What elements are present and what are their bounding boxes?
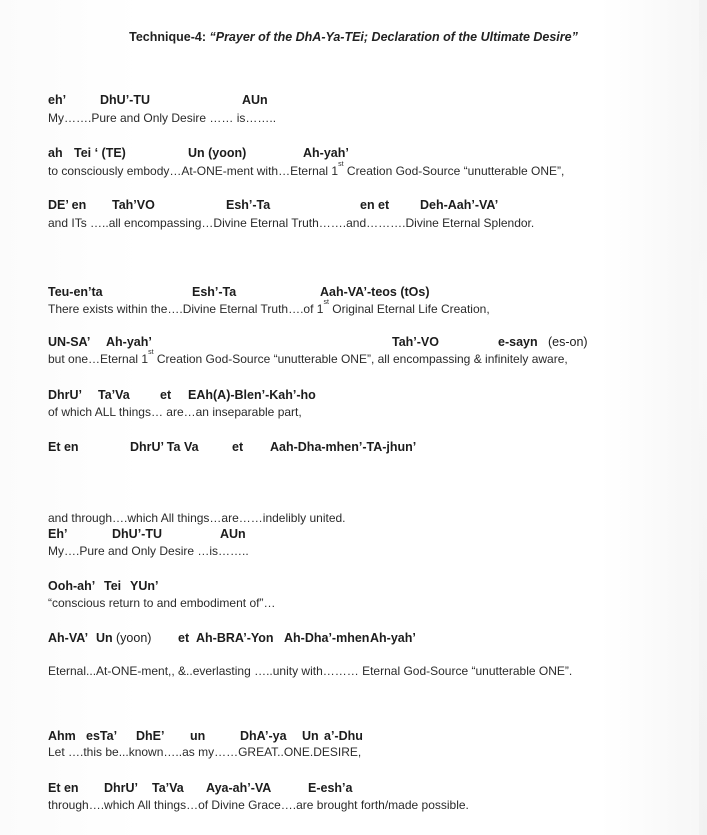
translation-line: My…….Pure and Only Desire …… is…….. [48, 111, 277, 125]
chant-word: DhA’-ya [240, 729, 287, 743]
translation-line: Eternal...At-ONE-ment,, &..everlasting …..unity with……… Eternal God-Source “unutterable ONE”. [48, 664, 573, 678]
chant-word: (es-on) [548, 335, 588, 349]
chant-word: Deh-Aah’-VA’ [420, 198, 499, 212]
ordinal-suffix: st [323, 299, 329, 306]
title-subtitle: “Prayer of the DhA-Ya-TEi; Declaration of the Ultimate Desire” [209, 30, 578, 44]
translation-line: through….which All things…of Divine Grace….are brought forth/made possible. [48, 798, 469, 812]
translation-text: Original Eternal Life Creation, [328, 302, 490, 316]
translation-text: Creation God-Source “unutterable ONE”, [343, 164, 565, 178]
chant-word: DhU’-TU [100, 93, 150, 107]
translation-line: and through….which All things…are……indelibly united. [48, 511, 346, 525]
chant-word: Ah-yah’ [106, 335, 152, 349]
translation-line [48, 349, 568, 366]
chant-word: E-esh’a [308, 781, 353, 795]
translation-line [48, 299, 490, 316]
chant-word: UN-SA’ [48, 335, 91, 349]
translation-text: Creation God-Source “unutterable ONE”, all encompassing & infinitely aware, [153, 352, 568, 366]
translation-text: to consciously embody…At-ONE-ment with…Eternal 1 [48, 164, 339, 178]
chant-word: et [232, 440, 244, 454]
chant-word: en et [360, 198, 390, 212]
chant-word: Ah-yah’ [370, 631, 416, 645]
chant-word: et [160, 388, 172, 402]
chant-word: Aah-VA’-teos (tOs) [320, 285, 430, 299]
chant-word: Tah’-VO [392, 335, 439, 349]
chant-word: Ta’Va [98, 388, 130, 402]
chant-word: Tei [104, 579, 122, 593]
chant-word: Esh’-Ta [226, 198, 271, 212]
translation-line: “conscious return to and embodiment of”… [48, 596, 276, 610]
chant-word: un [190, 729, 206, 743]
chant-word: AUn [220, 527, 246, 541]
chant-word: DhE’ [136, 729, 165, 743]
chant-word: DhU’-TU [112, 527, 162, 541]
chant-word: Tah’VO [112, 198, 155, 212]
chant-word: DhrU’ [104, 781, 139, 795]
chant-word: Ah-Dha’-mhen [284, 631, 370, 645]
title-prefix: Technique-4: [129, 30, 206, 44]
chant-word: Esh’-Ta [192, 285, 237, 299]
chant-word: AUn [242, 93, 268, 107]
chant-word: Ah-VA’ [48, 631, 89, 645]
chant-word: EAh(A)-Blen’-Kah’-ho [188, 388, 316, 402]
chant-word: (yoon) [116, 631, 152, 645]
page-title [0, 30, 707, 44]
chant-word: Ta’Va [152, 781, 184, 795]
translation-text: but one…Eternal 1 [48, 352, 149, 366]
chant-word: Aya-ah’-VA [206, 781, 272, 795]
translation-line: My….Pure and Only Desire …is…….. [48, 544, 249, 558]
chant-word: et [178, 631, 190, 645]
chant-word: DhrU’ Ta Va [130, 440, 199, 454]
chant-word: DE’ en [48, 198, 87, 212]
chant-word: Ah-yah’ [303, 146, 349, 160]
translation-text: There exists within the….Divine Eternal Truth….of 1 [48, 302, 324, 316]
chant-word: Eh’ [48, 527, 68, 541]
ordinal-suffix: st [148, 349, 154, 356]
chant-word: Un [302, 729, 319, 743]
chant-word: Ah-BRA’-Yon [196, 631, 274, 645]
translation-line: Let ….this be...known…..as my……GREAT..ONE.DESIRE, [48, 745, 362, 759]
chant-word: eh’ [48, 93, 67, 107]
scan-edge [699, 0, 707, 835]
chant-word: a’-Dhu [324, 729, 363, 743]
chant-word: Ooh-ah’ [48, 579, 96, 593]
translation-line: and ITs …..all encompassing…Divine Eternal Truth…….and……….Divine Eternal Splendor. [48, 216, 535, 230]
chant-word: Un [96, 631, 113, 645]
chant-word: Un (yoon) [188, 146, 247, 160]
chant-word: Ahm [48, 729, 76, 743]
chant-word: e-sayn [498, 335, 538, 349]
chant-word: Teu-en’ta [48, 285, 103, 299]
chant-word: ah [48, 146, 63, 160]
ordinal-suffix: st [338, 161, 344, 168]
chant-word: Et en [48, 440, 79, 454]
translation-line [48, 161, 565, 178]
chant-word: YUn’ [130, 579, 159, 593]
chant-word: esTa’ [86, 729, 118, 743]
chant-word: Tei ‘ (TE) [74, 146, 126, 160]
chant-word: DhrU’ [48, 388, 83, 402]
chant-word: Aah-Dha-mhen’-TA-jhun’ [270, 440, 417, 454]
translation-line: of which ALL things… are…an inseparable part, [48, 405, 302, 419]
chant-word: Et en [48, 781, 79, 795]
